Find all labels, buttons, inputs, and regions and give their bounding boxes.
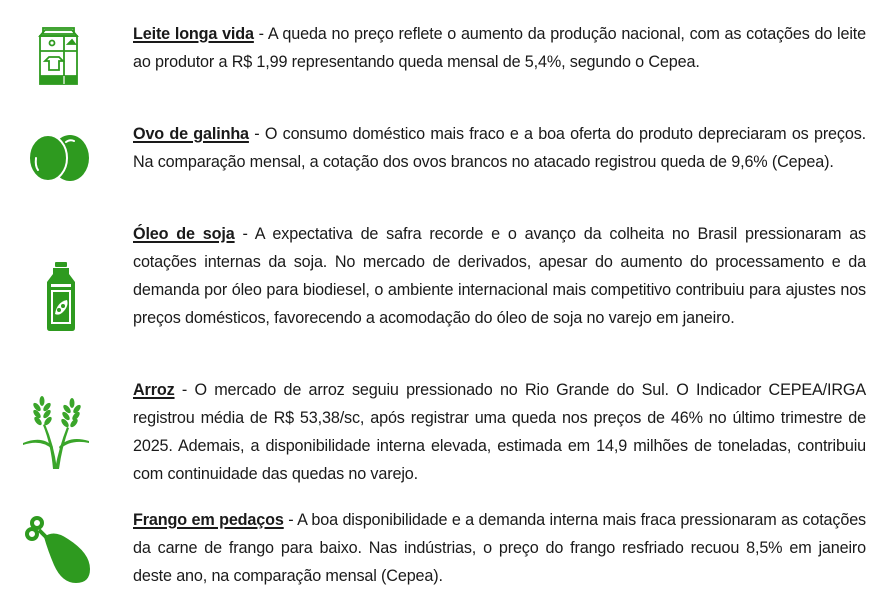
item-text	[133, 506, 866, 590]
rice-plant-icon	[23, 395, 89, 469]
item-text	[133, 20, 866, 76]
item-title: Frango em pedaços	[133, 511, 284, 529]
separator: -	[234, 225, 255, 243]
eggs-icon	[26, 130, 92, 182]
item-text	[133, 376, 866, 488]
item-title: Leite longa vida	[133, 25, 254, 43]
chicken-leg-icon	[24, 515, 94, 583]
separator: -	[283, 511, 298, 529]
oil-bottle-icon	[45, 262, 77, 332]
item-text	[133, 120, 866, 176]
item-title: Ovo de galinha	[133, 125, 249, 143]
separator: -	[174, 381, 195, 399]
separator: -	[253, 25, 268, 43]
item-text	[133, 220, 866, 332]
item-body: A queda no preço reflete o aumento da produção nacional, com as cotações do leite ao produtor a R$ 1,99 representando queda mensal de 5,4%, segundo o Cepea.	[133, 25, 866, 71]
item-title: Arroz	[133, 381, 175, 399]
item-body: A boa disponibilidade e a demanda interna mais fraca pressionaram as cotações da carne de frango para baixo. Nas indústrias, o preço do frango resfriado recuou 8,5% em janeiro deste ano, na comparação mensal (Cepea).	[133, 511, 867, 585]
item-title: Óleo de soja	[133, 225, 235, 243]
item-body: A expectativa de safra recorde e o avanço da colheita no Brasil pressionaram as cotações internas da soja. No mercado de derivados, apesar do aumento do processamento e da demanda por óleo para biodiesel, o ambiente internacional mais competitivo contribuiu para ajustes nos preços domésticos, favorecendo a acomodação do óleo de soja no varejo em janeiro.	[133, 225, 866, 327]
separator: -	[248, 125, 265, 143]
milk-carton-icon	[37, 26, 79, 86]
item-body: O mercado de arroz seguiu pressionado no Rio Grande do Sul. O Indicador CEPEA/IRGA registrou média de R$ 53,38/sc, após registrar uma queda nos preços de 46% no último trimestre de 2025. Ademais, a disponibilidade interna elevada, estimada em 14,9 milhões de toneladas, contribuiu com continuidade das quedas no varejo.	[133, 381, 867, 483]
item-body: O consumo doméstico mais fraco e a boa oferta do produto depreciaram os preços. Na comparação mensal, a cotação dos ovos brancos no atacado registrou queda de 9,6% (Cepea).	[133, 125, 866, 171]
